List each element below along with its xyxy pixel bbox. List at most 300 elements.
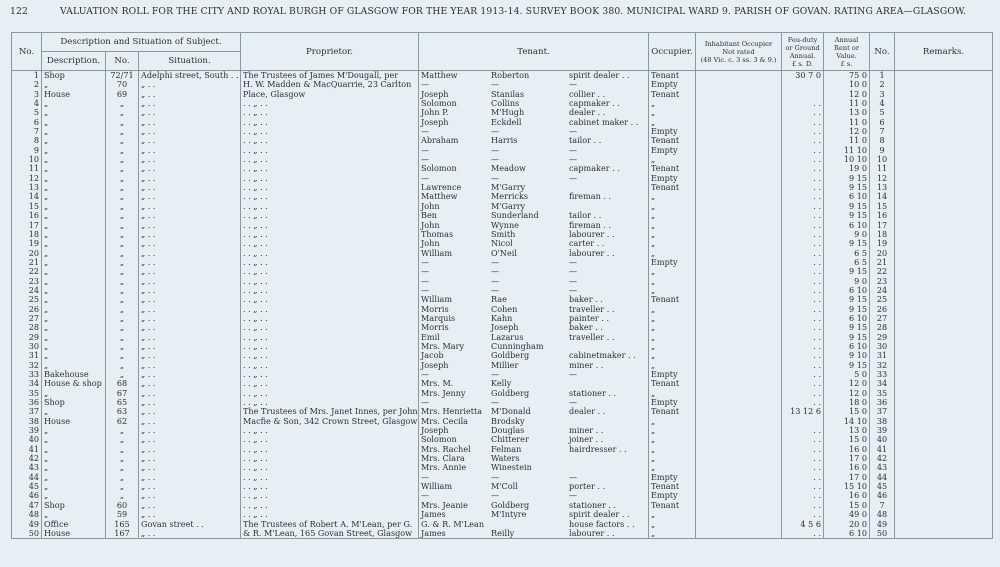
remarks-cell xyxy=(895,239,993,248)
row-number: 21 xyxy=(12,258,42,267)
feu-duty-cell: . . xyxy=(782,491,824,500)
rent-cell: 9 15 xyxy=(824,202,870,211)
tenant-first-name: Mrs. Jeanie xyxy=(421,500,468,510)
number-cell: „ xyxy=(106,463,139,472)
situation-cell: „ . . xyxy=(139,445,241,454)
tenant-first-name: — xyxy=(421,145,430,155)
occupier-cell: „ xyxy=(649,99,696,108)
rent-cell: 19 0 xyxy=(824,164,870,173)
description-cell: House xyxy=(42,529,106,539)
situation-cell: „ . . xyxy=(139,426,241,435)
occupier-cell: „ xyxy=(649,202,696,211)
tenant-occupation: baker . . xyxy=(569,323,603,333)
row-number: 17 xyxy=(12,221,42,230)
occupier-cell: „ xyxy=(649,342,696,351)
row-number: 20 xyxy=(12,249,42,258)
tenant-last-name: Sunderland xyxy=(491,211,539,221)
rent-cell: 12 0 xyxy=(824,127,870,136)
row-number-right: 34 xyxy=(870,379,895,388)
row-number-right: 44 xyxy=(870,473,895,482)
inhabitant-cell xyxy=(696,510,782,519)
description-cell: „ xyxy=(42,221,106,230)
feu-duty-cell: . . xyxy=(782,510,824,519)
description-cell: „ xyxy=(42,463,106,472)
number-cell: „ xyxy=(106,286,139,295)
table-row xyxy=(12,529,993,539)
inhabitant-cell xyxy=(696,305,782,314)
tenant-occupation: — xyxy=(569,80,578,90)
feu-duty-cell: . . xyxy=(782,454,824,463)
rent-cell: 9 15 xyxy=(824,333,870,342)
row-number: 10 xyxy=(12,155,42,164)
remarks-cell xyxy=(895,342,993,351)
proprietor-cell: . . „ . . xyxy=(241,174,419,183)
occupier-cell: „ xyxy=(649,155,696,164)
row-number: 8 xyxy=(12,136,42,145)
row-number-right: 16 xyxy=(870,211,895,220)
situation-cell: „ . . xyxy=(139,389,241,398)
rent-cell: 16 0 xyxy=(824,445,870,454)
proprietor-cell: . . „ . . xyxy=(241,305,419,314)
remarks-cell xyxy=(895,80,993,89)
rent-cell: 9 15 xyxy=(824,323,870,332)
proprietor-cell: . . „ . . xyxy=(241,136,419,145)
tenant-occupation: miner . . xyxy=(569,360,604,370)
occupier-cell: „ xyxy=(649,510,696,519)
inhabitant-cell xyxy=(696,379,782,388)
tenant-cell xyxy=(419,323,649,332)
proprietor-cell: . . „ . . xyxy=(241,473,419,482)
tenant-occupation: — xyxy=(569,370,578,379)
occupier-cell: „ xyxy=(649,314,696,323)
occupier-cell: Empty xyxy=(649,398,696,407)
rent-cell: 14 10 xyxy=(824,417,870,426)
number-cell: „ xyxy=(106,155,139,164)
tenant-first-name: Joseph xyxy=(421,117,449,127)
inhabitant-cell xyxy=(696,174,782,183)
tenant-last-name: Waters xyxy=(491,454,520,464)
row-number-right: 14 xyxy=(870,192,895,201)
row-number-right: 23 xyxy=(870,277,895,286)
tenant-last-name: — xyxy=(491,80,500,90)
occupier-cell: Empty xyxy=(649,473,696,482)
description-cell: „ xyxy=(42,473,106,482)
row-number: 13 xyxy=(12,183,42,192)
tenant-last-name: Brodsky xyxy=(491,416,525,426)
row-number: 48 xyxy=(12,510,42,519)
row-number: 22 xyxy=(12,267,42,276)
tenant-cell xyxy=(419,370,649,379)
description-cell: „ xyxy=(42,426,106,435)
inhabitant-line-1: Inhabitant Occupier xyxy=(704,39,773,48)
tenant-last-name: Lazarus xyxy=(491,332,524,342)
proprietor-cell: . . „ . . xyxy=(241,426,419,435)
tenant-last-name: Wynne xyxy=(491,220,519,230)
description-cell: „ xyxy=(42,230,106,239)
tenant-occupation: — xyxy=(569,155,578,165)
tenant-first-name: Mrs. Cecila xyxy=(421,416,468,426)
situation-cell: „ . . xyxy=(139,417,241,426)
number-cell: 63 xyxy=(106,407,139,416)
inhabitant-cell xyxy=(696,99,782,108)
proprietor-cell: . . „ . . xyxy=(241,267,419,276)
rent-cell: 12 0 xyxy=(824,90,870,99)
row-number: 12 xyxy=(12,174,42,183)
remarks-cell xyxy=(895,426,993,435)
rent-cell: 9 15 xyxy=(824,267,870,276)
situation-cell: „ . . xyxy=(139,211,241,220)
rent-cell: 18 0 xyxy=(824,398,870,407)
occupier-cell: „ xyxy=(649,239,696,248)
col-header-desc-group: Description and Situation of Subject. xyxy=(42,33,241,52)
feu-duty-cell: . . xyxy=(782,501,824,510)
situation-cell: „ . . xyxy=(139,482,241,491)
occupier-cell: Tenant xyxy=(649,90,696,99)
remarks-cell xyxy=(895,277,993,286)
tenant-cell xyxy=(419,361,649,370)
tenant-occupation: dealer . . xyxy=(569,407,606,417)
tenant-cell xyxy=(419,501,649,510)
table-row xyxy=(12,71,993,81)
remarks-cell xyxy=(895,211,993,220)
inhabitant-cell xyxy=(696,435,782,444)
inhabitant-cell xyxy=(696,491,782,500)
table-row xyxy=(12,398,993,407)
feu-duty-cell: . . xyxy=(782,351,824,360)
rent-cell: 6 10 xyxy=(824,221,870,230)
situation-cell: „ . . xyxy=(139,501,241,510)
tenant-last-name: O'Neil xyxy=(491,248,517,258)
row-number-right: 2 xyxy=(870,80,895,89)
table-row xyxy=(12,351,993,360)
number-cell: „ xyxy=(106,361,139,370)
table-row xyxy=(12,482,993,491)
occupier-cell: Empty xyxy=(649,80,696,89)
tenant-occupation: collier . . xyxy=(569,89,606,99)
col-header-description: Description. xyxy=(42,52,106,71)
row-number: 3 xyxy=(12,90,42,99)
inhabitant-cell xyxy=(696,211,782,220)
description-cell: „ xyxy=(42,361,106,370)
table-row xyxy=(12,454,993,463)
tenant-cell xyxy=(419,407,649,416)
proprietor-cell: . . „ . . xyxy=(241,482,419,491)
feu-duty-cell: . . xyxy=(782,361,824,370)
rent-cell: 6 10 xyxy=(824,286,870,295)
tenant-first-name: — xyxy=(421,127,430,137)
tenant-first-name: Solomon xyxy=(421,435,457,445)
tenant-occupation: joiner . . xyxy=(569,435,604,445)
number-cell: 62 xyxy=(106,417,139,426)
row-number-right: 41 xyxy=(870,445,895,454)
proprietor-cell: Macfie & Son, 342 Crown Street, Glasgow xyxy=(241,417,419,426)
situation-cell: „ . . xyxy=(139,286,241,295)
feu-duty-cell: . . xyxy=(782,183,824,192)
description-cell: „ xyxy=(42,80,106,89)
table-row xyxy=(12,202,993,211)
table-row xyxy=(12,370,993,379)
row-number-right: 35 xyxy=(870,389,895,398)
situation-cell: „ . . xyxy=(139,351,241,360)
tenant-first-name: James xyxy=(421,510,446,520)
rent-cell: 13 0 xyxy=(824,108,870,117)
number-cell: „ xyxy=(106,351,139,360)
row-number-right: 42 xyxy=(870,454,895,463)
feu-duty-cell: . . xyxy=(782,314,824,323)
number-cell: „ xyxy=(106,99,139,108)
rent-cell: 9 15 xyxy=(824,183,870,192)
situation-cell: „ . . xyxy=(139,333,241,342)
tenant-first-name: John xyxy=(421,239,440,249)
row-number-right: 31 xyxy=(870,351,895,360)
rent-cell: 15 0 xyxy=(824,501,870,510)
tenant-first-name: Matthew xyxy=(421,70,458,80)
number-cell: 72/71 xyxy=(106,71,139,81)
table-row xyxy=(12,379,993,388)
number-cell: „ xyxy=(106,482,139,491)
inhabitant-cell xyxy=(696,258,782,267)
proprietor-cell: . . „ . . xyxy=(241,361,419,370)
occupier-cell: Tenant xyxy=(649,183,696,192)
row-number: 29 xyxy=(12,333,42,342)
row-number: 43 xyxy=(12,463,42,472)
feu-duty-cell: . . xyxy=(782,426,824,435)
number-cell: „ xyxy=(106,267,139,276)
description-cell: House & shop xyxy=(42,379,106,388)
feu-duty-cell xyxy=(782,80,824,89)
number-cell: „ xyxy=(106,108,139,117)
rent-units: £ s. xyxy=(840,59,853,68)
rent-cell: 9 15 xyxy=(824,174,870,183)
occupier-cell: Empty xyxy=(649,146,696,155)
remarks-cell xyxy=(895,417,993,426)
row-number: 33 xyxy=(12,370,42,379)
tenant-occupation: tailor . . xyxy=(569,211,602,221)
row-number: 44 xyxy=(12,473,42,482)
row-number: 34 xyxy=(12,379,42,388)
rent-cell: 6 10 xyxy=(824,314,870,323)
tenant-cell xyxy=(419,211,649,220)
tenant-first-name: — xyxy=(421,370,430,379)
rent-cell: 5 0 xyxy=(824,370,870,379)
row-number-right: 25 xyxy=(870,295,895,304)
table-row xyxy=(12,146,993,155)
feu-duty-cell xyxy=(782,90,824,99)
tenant-occupation: miner . . xyxy=(569,426,604,436)
proprietor-cell: . . „ . . xyxy=(241,99,419,108)
row-number-right: 21 xyxy=(870,258,895,267)
description-cell: „ xyxy=(42,305,106,314)
row-number-right: 6 xyxy=(870,118,895,127)
tenant-cell xyxy=(419,108,649,117)
number-cell: 67 xyxy=(106,389,139,398)
situation-cell: „ . . xyxy=(139,118,241,127)
row-number: 9 xyxy=(12,146,42,155)
tenant-cell xyxy=(419,258,649,267)
feu-duty-cell: . . xyxy=(782,333,824,342)
table-row xyxy=(12,211,993,220)
description-cell: „ xyxy=(42,323,106,332)
description-cell: „ xyxy=(42,211,106,220)
tenant-occupation: labourer . . xyxy=(569,248,615,258)
inhabitant-cell xyxy=(696,426,782,435)
description-cell: „ xyxy=(42,155,106,164)
feu-duty-cell: . . xyxy=(782,136,824,145)
occupier-cell: „ xyxy=(649,305,696,314)
remarks-cell xyxy=(895,136,993,145)
inhabitant-cell xyxy=(696,277,782,286)
number-cell: „ xyxy=(106,342,139,351)
tenant-last-name: Kahn xyxy=(491,313,513,323)
tenant-first-name: Morris xyxy=(421,304,449,314)
tenant-cell xyxy=(419,239,649,248)
tenant-occupation: stationer . . xyxy=(569,500,617,510)
col-header-rent xyxy=(824,33,870,71)
inhabitant-cell xyxy=(696,127,782,136)
tenant-last-name: Cunningham xyxy=(491,341,544,351)
row-number: 5 xyxy=(12,108,42,117)
tenant-last-name: Felman xyxy=(491,444,522,454)
description-cell: Shop xyxy=(42,71,106,81)
row-number: 6 xyxy=(12,118,42,127)
situation-cell: „ . . xyxy=(139,379,241,388)
inhabitant-cell xyxy=(696,192,782,201)
tenant-occupation: traveller . . xyxy=(569,304,615,314)
row-number-right: 3 xyxy=(870,90,895,99)
tenant-last-name: — xyxy=(491,145,500,155)
feu-units: £ s. D. xyxy=(792,59,814,68)
tenant-first-name: Abraham xyxy=(421,136,459,146)
table-body xyxy=(12,71,993,539)
row-number-right: 8 xyxy=(870,136,895,145)
feu-duty-cell: 4 5 6 xyxy=(782,520,824,529)
situation-cell: „ . . xyxy=(139,174,241,183)
table-row xyxy=(12,118,993,127)
feu-duty-cell: . . xyxy=(782,445,824,454)
occupier-cell: Empty xyxy=(649,258,696,267)
row-number-right: 5 xyxy=(870,108,895,117)
remarks-cell xyxy=(895,146,993,155)
tenant-cell xyxy=(419,118,649,127)
table-row xyxy=(12,295,993,304)
table-row xyxy=(12,249,993,258)
tenant-occupation: capmaker . . xyxy=(569,164,620,174)
tenant-last-name: Roberton xyxy=(491,70,530,80)
remarks-cell xyxy=(895,183,993,192)
occupier-cell: Tenant xyxy=(649,407,696,416)
col-header-no3: No. xyxy=(870,33,895,71)
row-number-right: 50 xyxy=(870,529,895,539)
col-header-situation: Situation. xyxy=(139,52,241,71)
inhabitant-cell xyxy=(696,342,782,351)
description-cell: „ xyxy=(42,277,106,286)
situation-cell: „ . . xyxy=(139,473,241,482)
occupier-cell: Empty xyxy=(649,491,696,500)
inhabitant-cell xyxy=(696,407,782,416)
inhabitant-cell xyxy=(696,295,782,304)
rent-cell: 20 0 xyxy=(824,520,870,529)
description-cell: „ xyxy=(42,174,106,183)
occupier-cell: „ xyxy=(649,351,696,360)
description-cell: House xyxy=(42,90,106,99)
tenant-last-name: Rae xyxy=(491,295,507,305)
rent-cell: 16 0 xyxy=(824,463,870,472)
tenant-occupation: labourer . . xyxy=(569,229,615,239)
table-row xyxy=(12,183,993,192)
rent-cell: 11 0 xyxy=(824,118,870,127)
row-number-right: 12 xyxy=(870,174,895,183)
situation-cell: „ . . xyxy=(139,361,241,370)
row-number-right: 39 xyxy=(870,426,895,435)
feu-duty-cell: . . xyxy=(782,99,824,108)
occupier-cell: Tenant xyxy=(649,71,696,81)
rent-cell: 6 5 xyxy=(824,249,870,258)
tenant-occupation: dealer . . xyxy=(569,108,606,118)
row-number: 4 xyxy=(12,99,42,108)
description-cell: „ xyxy=(42,407,106,416)
proprietor-cell: The Trustees of James M'Dougall, per xyxy=(241,71,419,81)
tenant-first-name: William xyxy=(421,248,453,258)
tenant-last-name: — xyxy=(491,285,500,295)
table-row xyxy=(12,136,993,145)
inhabitant-cell xyxy=(696,164,782,173)
row-number: 1 xyxy=(12,71,42,81)
description-cell: Shop xyxy=(42,398,106,407)
inhabitant-line-2: Not rated xyxy=(722,47,755,56)
feu-duty-cell: . . xyxy=(782,323,824,332)
remarks-cell xyxy=(895,118,993,127)
rent-line-2: Rent or xyxy=(834,43,859,52)
situation-cell: „ . . xyxy=(139,230,241,239)
number-cell: 167 xyxy=(106,529,139,539)
rent-cell: 12 0 xyxy=(824,379,870,388)
situation-cell: Adelphi street, South . . xyxy=(139,71,241,81)
proprietor-cell: . . „ . . xyxy=(241,118,419,127)
tenant-last-name: Joseph xyxy=(491,323,519,333)
tenant-occupation: stationer . . xyxy=(569,388,617,398)
occupier-cell: „ xyxy=(649,417,696,426)
row-number: 49 xyxy=(12,520,42,529)
proprietor-cell: . . „ . . xyxy=(241,155,419,164)
tenant-last-name: Winestein xyxy=(491,463,532,473)
proprietor-cell: . . „ . . xyxy=(241,445,419,454)
inhabitant-cell xyxy=(696,351,782,360)
proprietor-cell: . . „ . . xyxy=(241,164,419,173)
situation-cell: „ . . xyxy=(139,342,241,351)
col-header-remarks: Remarks. xyxy=(895,33,993,71)
tenant-last-name: M'Garry xyxy=(491,201,526,211)
proprietor-cell: . . „ . . xyxy=(241,510,419,519)
row-number: 45 xyxy=(12,482,42,491)
description-cell: „ xyxy=(42,342,106,351)
tenant-cell xyxy=(419,99,649,108)
row-number-right: 40 xyxy=(870,435,895,444)
row-number-right: 19 xyxy=(870,239,895,248)
table-row xyxy=(12,314,993,323)
tenant-cell xyxy=(419,80,649,89)
table-row xyxy=(12,221,993,230)
proprietor-cell: . . „ . . xyxy=(241,221,419,230)
occupier-cell: Tenant xyxy=(649,164,696,173)
occupier-cell: Empty xyxy=(649,370,696,379)
situation-cell: „ . . xyxy=(139,90,241,99)
tenant-first-name: Matthew xyxy=(421,192,458,202)
feu-duty-cell: . . xyxy=(782,473,824,482)
page-number: 122 xyxy=(10,6,28,17)
table-row xyxy=(12,258,993,267)
tenant-occupation: spirit dealer . . xyxy=(569,510,630,520)
tenant-cell xyxy=(419,314,649,323)
